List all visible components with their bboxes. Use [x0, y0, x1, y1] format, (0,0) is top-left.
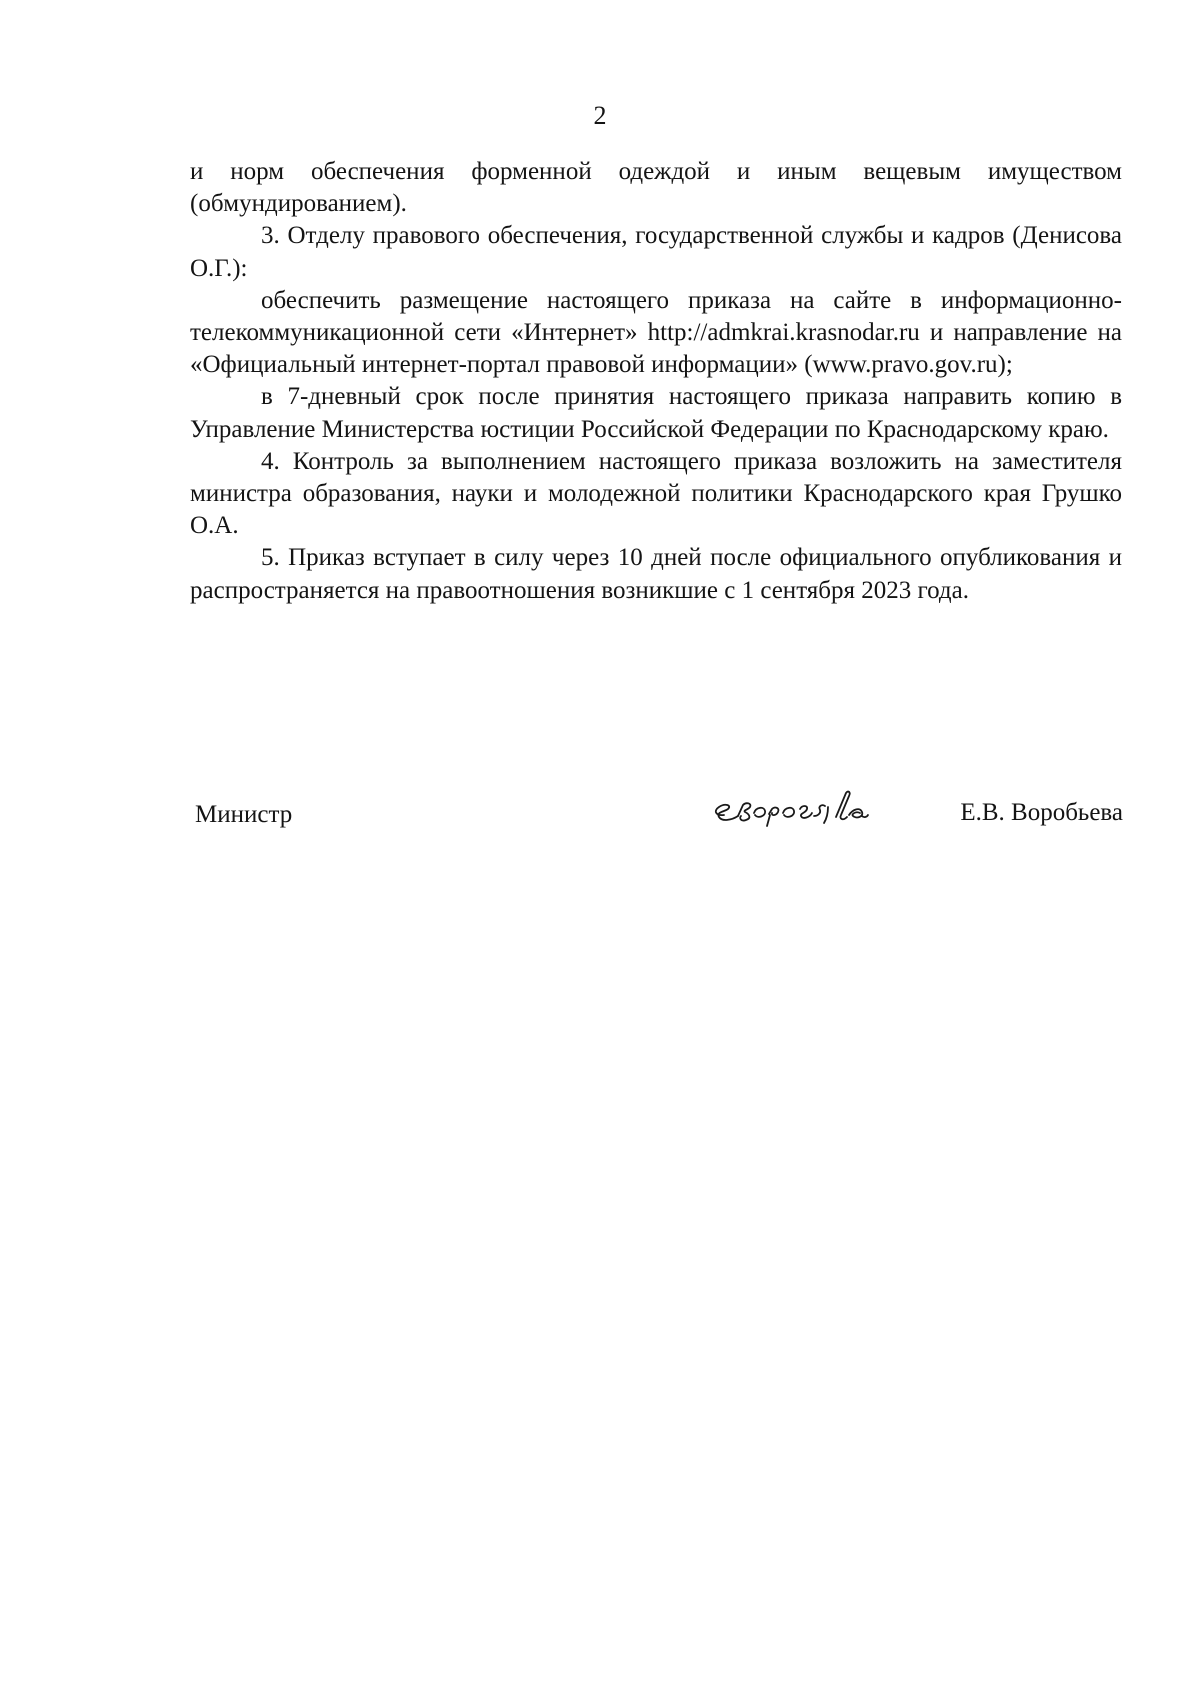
- signature-block: [195, 785, 1123, 845]
- paragraph-item-5: 5. Приказ вступает в силу через 10 дней после официального опубликования и распространяется на правоотношения возникшие с 1 сентября 2023 года.: [190, 544, 1122, 604]
- signatory-title: Министр: [195, 801, 293, 828]
- paragraph-item-3: 3. Отделу правового обеспечения, государственной службы и кадров (Денисова О.Г.):: [190, 222, 1122, 282]
- signatory-name: Е.В. Воробьева: [960, 799, 1123, 826]
- handwritten-signature-icon: [710, 785, 925, 833]
- paragraph-continuation: и норм обеспечения форменной одеждой и иным вещевым имуществом (обмундированием).: [190, 158, 1122, 218]
- paragraph-item-3-copy: в 7-дневный срок после принятия настоящего приказа направить копию в Управление Министерства юстиции Российской Федерации по Краснодарскому краю.: [190, 383, 1122, 443]
- document-body: [190, 156, 1122, 607]
- page-number: 2: [593, 101, 607, 130]
- paragraph-item-4: 4. Контроль за выполнением настоящего приказа возложить на заместителя министра образования, науки и молодежной политики Краснодарского края Грушко О.А.: [190, 447, 1122, 540]
- paragraph-item-3-publish: обеспечить размещение настоящего приказа на сайте в информационно-телекоммуникационной сети «Интернет» http://admkrai.krasnodar.ru и направление на «Официальный интернет-портал правовой информации» (www.pravo.gov.ru);: [190, 286, 1122, 379]
